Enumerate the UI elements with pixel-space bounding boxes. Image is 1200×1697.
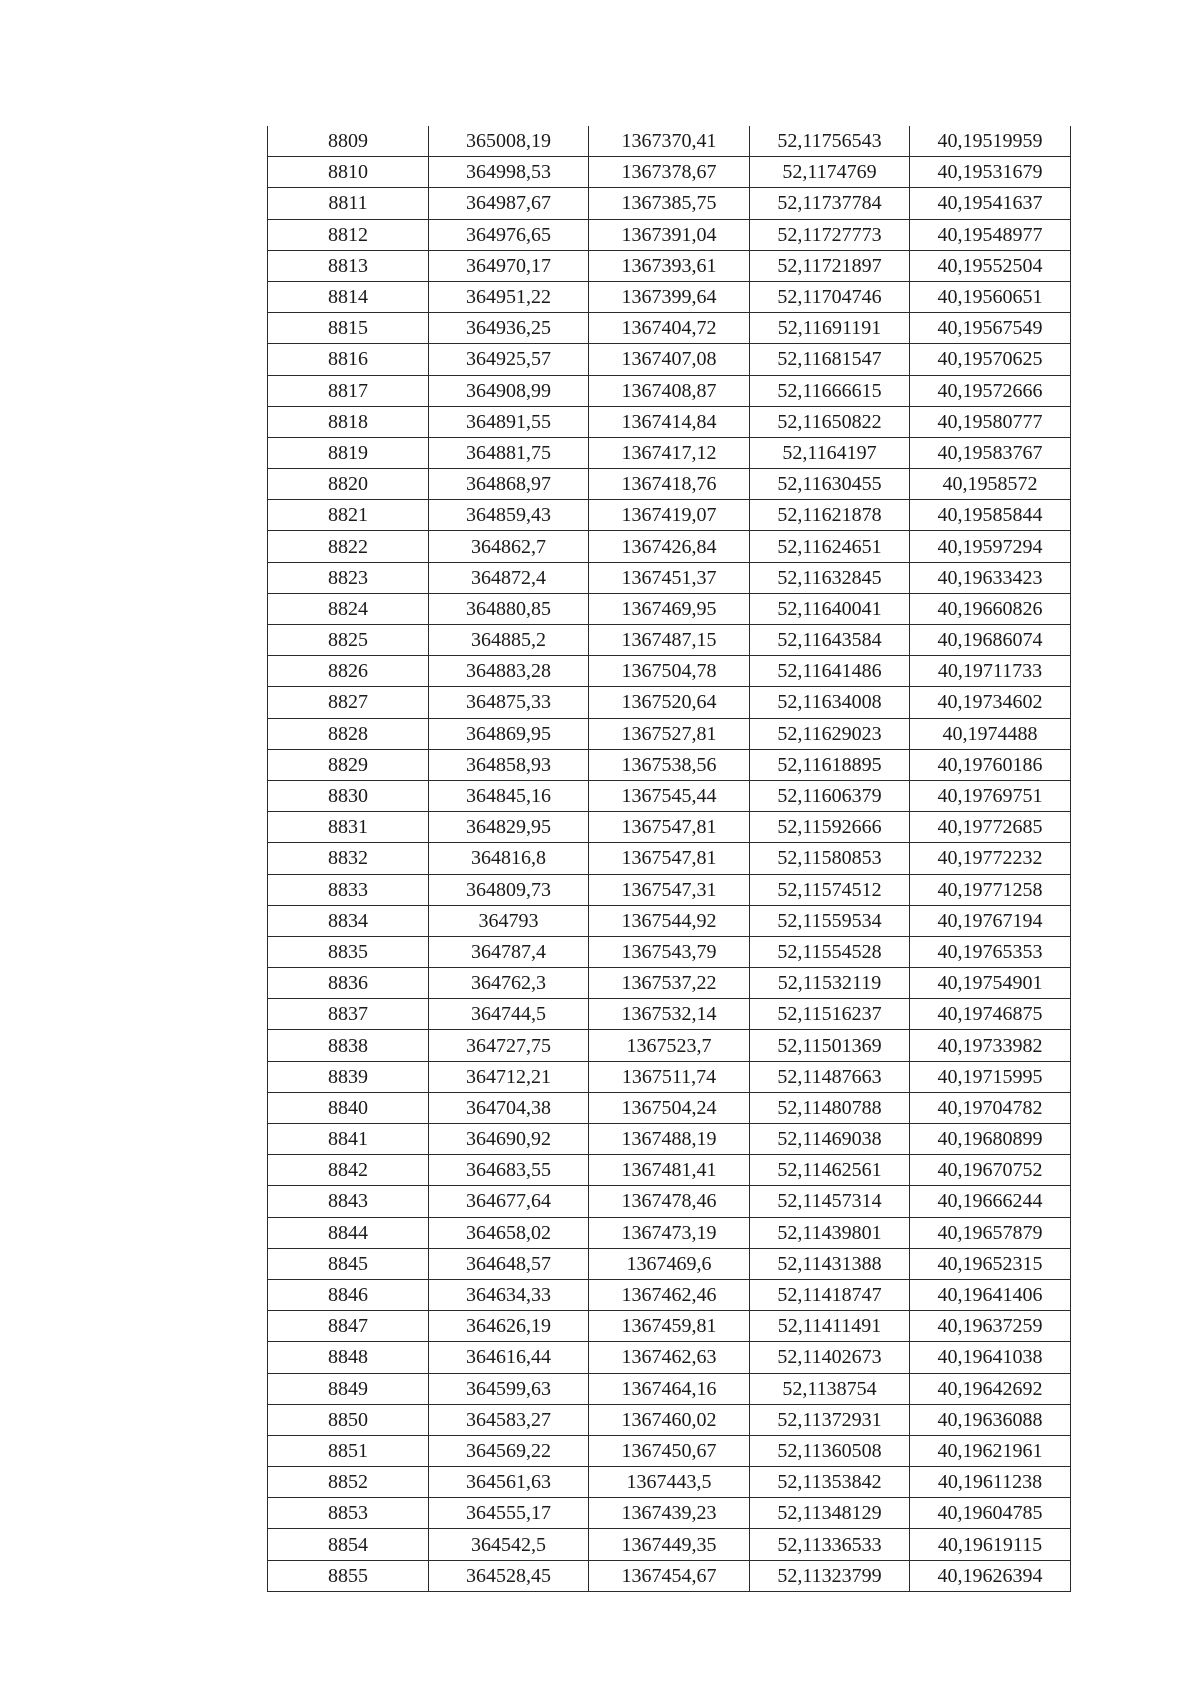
x-coordinate-cell: 364599,63 [429, 1373, 589, 1404]
point-number-cell: 8855 [268, 1560, 429, 1591]
longitude-cell: 40,19652315 [910, 1248, 1071, 1279]
x-coordinate-cell: 364925,57 [429, 344, 589, 375]
point-number-cell: 8839 [268, 1061, 429, 1092]
x-coordinate-cell: 364987,67 [429, 188, 589, 219]
x-coordinate-cell: 364868,97 [429, 469, 589, 500]
y-coordinate-cell: 1367537,22 [589, 968, 750, 999]
y-coordinate-cell: 1367478,46 [589, 1186, 750, 1217]
table-row [268, 1498, 1071, 1529]
latitude-cell: 52,11634008 [750, 687, 910, 718]
longitude-cell: 40,19767194 [910, 905, 1071, 936]
y-coordinate-cell: 1367547,31 [589, 874, 750, 905]
x-coordinate-cell: 364951,22 [429, 281, 589, 312]
table-row [268, 531, 1071, 562]
y-coordinate-cell: 1367408,87 [589, 375, 750, 406]
point-number-cell: 8834 [268, 905, 429, 936]
longitude-cell: 40,19670752 [910, 1155, 1071, 1186]
latitude-cell: 52,11643584 [750, 625, 910, 656]
x-coordinate-cell: 364976,65 [429, 219, 589, 250]
longitude-cell: 40,1958572 [910, 469, 1071, 500]
latitude-cell: 52,11721897 [750, 250, 910, 281]
x-coordinate-cell: 364712,21 [429, 1061, 589, 1092]
y-coordinate-cell: 1367393,61 [589, 250, 750, 281]
y-coordinate-cell: 1367460,02 [589, 1404, 750, 1435]
table-row [268, 126, 1071, 157]
point-number-cell: 8810 [268, 157, 429, 188]
point-number-cell: 8817 [268, 375, 429, 406]
point-number-cell: 8846 [268, 1279, 429, 1310]
table-row [268, 250, 1071, 281]
x-coordinate-cell: 364936,25 [429, 313, 589, 344]
longitude-cell: 40,19734602 [910, 687, 1071, 718]
longitude-cell: 40,19552504 [910, 250, 1071, 281]
y-coordinate-cell: 1367418,76 [589, 469, 750, 500]
point-number-cell: 8809 [268, 126, 429, 157]
y-coordinate-cell: 1367414,84 [589, 406, 750, 437]
point-number-cell: 8852 [268, 1467, 429, 1498]
longitude-cell: 40,19771258 [910, 874, 1071, 905]
point-number-cell: 8813 [268, 250, 429, 281]
longitude-cell: 40,19541637 [910, 188, 1071, 219]
latitude-cell: 52,11681547 [750, 344, 910, 375]
y-coordinate-cell: 1367439,23 [589, 1498, 750, 1529]
latitude-cell: 52,11462561 [750, 1155, 910, 1186]
x-coordinate-cell: 364542,5 [429, 1529, 589, 1560]
point-number-cell: 8842 [268, 1155, 429, 1186]
point-number-cell: 8823 [268, 562, 429, 593]
point-number-cell: 8854 [268, 1529, 429, 1560]
point-number-cell: 8837 [268, 999, 429, 1030]
x-coordinate-cell: 364727,75 [429, 1030, 589, 1061]
longitude-cell: 40,19772232 [910, 843, 1071, 874]
x-coordinate-cell: 364626,19 [429, 1311, 589, 1342]
y-coordinate-cell: 1367407,08 [589, 344, 750, 375]
point-number-cell: 8843 [268, 1186, 429, 1217]
latitude-cell: 52,1138754 [750, 1373, 910, 1404]
table-row [268, 812, 1071, 843]
y-coordinate-cell: 1367547,81 [589, 843, 750, 874]
y-coordinate-cell: 1367454,67 [589, 1560, 750, 1591]
point-number-cell: 8822 [268, 531, 429, 562]
y-coordinate-cell: 1367462,63 [589, 1342, 750, 1373]
latitude-cell: 52,11480788 [750, 1092, 910, 1123]
table-row [268, 718, 1071, 749]
point-number-cell: 8847 [268, 1311, 429, 1342]
point-number-cell: 8826 [268, 656, 429, 687]
latitude-cell: 52,11469038 [750, 1124, 910, 1155]
x-coordinate-cell: 364762,3 [429, 968, 589, 999]
point-number-cell: 8833 [268, 874, 429, 905]
latitude-cell: 52,11516237 [750, 999, 910, 1030]
y-coordinate-cell: 1367385,75 [589, 188, 750, 219]
y-coordinate-cell: 1367404,72 [589, 313, 750, 344]
x-coordinate-cell: 364891,55 [429, 406, 589, 437]
table-row [268, 344, 1071, 375]
longitude-cell: 40,19633423 [910, 562, 1071, 593]
latitude-cell: 52,11691191 [750, 313, 910, 344]
y-coordinate-cell: 1367399,64 [589, 281, 750, 312]
y-coordinate-cell: 1367504,24 [589, 1092, 750, 1123]
x-coordinate-cell: 364862,7 [429, 531, 589, 562]
latitude-cell: 52,11756543 [750, 126, 910, 157]
point-number-cell: 8811 [268, 188, 429, 219]
longitude-cell: 40,19585844 [910, 500, 1071, 531]
x-coordinate-cell: 364908,99 [429, 375, 589, 406]
x-coordinate-cell: 364528,45 [429, 1560, 589, 1591]
point-number-cell: 8840 [268, 1092, 429, 1123]
x-coordinate-cell: 364648,57 [429, 1248, 589, 1279]
point-number-cell: 8812 [268, 219, 429, 250]
x-coordinate-cell: 364704,38 [429, 1092, 589, 1123]
table-row [268, 1279, 1071, 1310]
table-row [268, 749, 1071, 780]
y-coordinate-cell: 1367527,81 [589, 718, 750, 749]
longitude-cell: 40,19657879 [910, 1217, 1071, 1248]
table-row [268, 1529, 1071, 1560]
x-coordinate-cell: 364793 [429, 905, 589, 936]
latitude-cell: 52,11501369 [750, 1030, 910, 1061]
x-coordinate-cell: 364880,85 [429, 593, 589, 624]
latitude-cell: 52,1164197 [750, 437, 910, 468]
longitude-cell: 40,19686074 [910, 625, 1071, 656]
longitude-cell: 40,19733982 [910, 1030, 1071, 1061]
longitude-cell: 40,19641406 [910, 1279, 1071, 1310]
longitude-cell: 40,19580777 [910, 406, 1071, 437]
latitude-cell: 52,11666615 [750, 375, 910, 406]
y-coordinate-cell: 1367462,46 [589, 1279, 750, 1310]
table-row [268, 406, 1071, 437]
table-row [268, 999, 1071, 1030]
point-number-cell: 8816 [268, 344, 429, 375]
longitude-cell: 40,19746875 [910, 999, 1071, 1030]
longitude-cell: 40,19570625 [910, 344, 1071, 375]
x-coordinate-cell: 364583,27 [429, 1404, 589, 1435]
latitude-cell: 52,11418747 [750, 1279, 910, 1310]
table-row [268, 1186, 1071, 1217]
longitude-cell: 40,19597294 [910, 531, 1071, 562]
table-row [268, 1124, 1071, 1155]
y-coordinate-cell: 1367417,12 [589, 437, 750, 468]
table-row [268, 1030, 1071, 1061]
table-row [268, 905, 1071, 936]
latitude-cell: 52,11559534 [750, 905, 910, 936]
table-row [268, 843, 1071, 874]
point-number-cell: 8850 [268, 1404, 429, 1435]
table-row [268, 313, 1071, 344]
point-number-cell: 8828 [268, 718, 429, 749]
longitude-cell: 40,19519959 [910, 126, 1071, 157]
latitude-cell: 52,11336533 [750, 1529, 910, 1560]
latitude-cell: 52,11353842 [750, 1467, 910, 1498]
latitude-cell: 52,11650822 [750, 406, 910, 437]
latitude-cell: 52,11360508 [750, 1435, 910, 1466]
latitude-cell: 52,11532119 [750, 968, 910, 999]
point-number-cell: 8818 [268, 406, 429, 437]
latitude-cell: 52,11372931 [750, 1404, 910, 1435]
longitude-cell: 40,19754901 [910, 968, 1071, 999]
point-number-cell: 8845 [268, 1248, 429, 1279]
point-number-cell: 8841 [268, 1124, 429, 1155]
y-coordinate-cell: 1367547,81 [589, 812, 750, 843]
y-coordinate-cell: 1367523,7 [589, 1030, 750, 1061]
longitude-cell: 40,19626394 [910, 1560, 1071, 1591]
latitude-cell: 52,11624651 [750, 531, 910, 562]
table-row [268, 219, 1071, 250]
point-number-cell: 8829 [268, 749, 429, 780]
table-row [268, 437, 1071, 468]
latitude-cell: 52,11629023 [750, 718, 910, 749]
table-row [268, 1435, 1071, 1466]
y-coordinate-cell: 1367449,35 [589, 1529, 750, 1560]
latitude-cell: 52,11630455 [750, 469, 910, 500]
x-coordinate-cell: 364569,22 [429, 1435, 589, 1466]
longitude-cell: 40,19604785 [910, 1498, 1071, 1529]
point-number-cell: 8835 [268, 936, 429, 967]
point-number-cell: 8853 [268, 1498, 429, 1529]
latitude-cell: 52,11704746 [750, 281, 910, 312]
coordinates-table [267, 126, 1071, 1592]
x-coordinate-cell: 364683,55 [429, 1155, 589, 1186]
x-coordinate-cell: 364858,93 [429, 749, 589, 780]
x-coordinate-cell: 364561,63 [429, 1467, 589, 1498]
table-row [268, 500, 1071, 531]
y-coordinate-cell: 1367391,04 [589, 219, 750, 250]
y-coordinate-cell: 1367538,56 [589, 749, 750, 780]
x-coordinate-cell: 364816,8 [429, 843, 589, 874]
latitude-cell: 52,11727773 [750, 219, 910, 250]
longitude-cell: 40,19642692 [910, 1373, 1071, 1404]
y-coordinate-cell: 1367451,37 [589, 562, 750, 593]
latitude-cell: 52,11606379 [750, 780, 910, 811]
longitude-cell: 40,19531679 [910, 157, 1071, 188]
y-coordinate-cell: 1367504,78 [589, 656, 750, 687]
x-coordinate-cell: 365008,19 [429, 126, 589, 157]
point-number-cell: 8851 [268, 1435, 429, 1466]
y-coordinate-cell: 1367459,81 [589, 1311, 750, 1342]
x-coordinate-cell: 364677,64 [429, 1186, 589, 1217]
latitude-cell: 52,11621878 [750, 500, 910, 531]
x-coordinate-cell: 364881,75 [429, 437, 589, 468]
x-coordinate-cell: 364869,95 [429, 718, 589, 749]
longitude-cell: 40,19711733 [910, 656, 1071, 687]
longitude-cell: 40,19583767 [910, 437, 1071, 468]
x-coordinate-cell: 364634,33 [429, 1279, 589, 1310]
point-number-cell: 8827 [268, 687, 429, 718]
x-coordinate-cell: 364875,33 [429, 687, 589, 718]
table-row [268, 1560, 1071, 1591]
longitude-cell: 40,19666244 [910, 1186, 1071, 1217]
x-coordinate-cell: 364970,17 [429, 250, 589, 281]
y-coordinate-cell: 1367532,14 [589, 999, 750, 1030]
latitude-cell: 52,11592666 [750, 812, 910, 843]
table-row [268, 780, 1071, 811]
table-row [268, 562, 1071, 593]
y-coordinate-cell: 1367464,16 [589, 1373, 750, 1404]
table-row [268, 1467, 1071, 1498]
point-number-cell: 8844 [268, 1217, 429, 1248]
table-row [268, 281, 1071, 312]
point-number-cell: 8814 [268, 281, 429, 312]
table-row [268, 1373, 1071, 1404]
longitude-cell: 40,19619115 [910, 1529, 1071, 1560]
longitude-cell: 40,19636088 [910, 1404, 1071, 1435]
longitude-cell: 40,19765353 [910, 936, 1071, 967]
x-coordinate-cell: 364998,53 [429, 157, 589, 188]
x-coordinate-cell: 364872,4 [429, 562, 589, 593]
y-coordinate-cell: 1367426,84 [589, 531, 750, 562]
x-coordinate-cell: 364829,95 [429, 812, 589, 843]
table-row [268, 1092, 1071, 1123]
y-coordinate-cell: 1367543,79 [589, 936, 750, 967]
y-coordinate-cell: 1367520,64 [589, 687, 750, 718]
latitude-cell: 52,11457314 [750, 1186, 910, 1217]
latitude-cell: 52,11348129 [750, 1498, 910, 1529]
point-number-cell: 8831 [268, 812, 429, 843]
longitude-cell: 40,19611238 [910, 1467, 1071, 1498]
latitude-cell: 52,11618895 [750, 749, 910, 780]
longitude-cell: 40,19704782 [910, 1092, 1071, 1123]
y-coordinate-cell: 1367370,41 [589, 126, 750, 157]
latitude-cell: 52,11632845 [750, 562, 910, 593]
table-row [268, 593, 1071, 624]
x-coordinate-cell: 364885,2 [429, 625, 589, 656]
table-row [268, 1404, 1071, 1435]
table-row [268, 1155, 1071, 1186]
y-coordinate-cell: 1367419,07 [589, 500, 750, 531]
point-number-cell: 8819 [268, 437, 429, 468]
latitude-cell: 52,11411491 [750, 1311, 910, 1342]
y-coordinate-cell: 1367481,41 [589, 1155, 750, 1186]
x-coordinate-cell: 364787,4 [429, 936, 589, 967]
x-coordinate-cell: 364859,43 [429, 500, 589, 531]
latitude-cell: 52,11487663 [750, 1061, 910, 1092]
table-row [268, 874, 1071, 905]
latitude-cell: 52,11431388 [750, 1248, 910, 1279]
table-row [268, 656, 1071, 687]
y-coordinate-cell: 1367488,19 [589, 1124, 750, 1155]
x-coordinate-cell: 364809,73 [429, 874, 589, 905]
point-number-cell: 8849 [268, 1373, 429, 1404]
longitude-cell: 40,19621961 [910, 1435, 1071, 1466]
table-row [268, 625, 1071, 656]
latitude-cell: 52,11574512 [750, 874, 910, 905]
y-coordinate-cell: 1367473,19 [589, 1217, 750, 1248]
point-number-cell: 8824 [268, 593, 429, 624]
point-number-cell: 8848 [268, 1342, 429, 1373]
table-row [268, 188, 1071, 219]
table-row [268, 469, 1071, 500]
latitude-cell: 52,11402673 [750, 1342, 910, 1373]
longitude-cell: 40,19572666 [910, 375, 1071, 406]
x-coordinate-cell: 364845,16 [429, 780, 589, 811]
point-number-cell: 8821 [268, 500, 429, 531]
y-coordinate-cell: 1367545,44 [589, 780, 750, 811]
point-number-cell: 8815 [268, 313, 429, 344]
y-coordinate-cell: 1367487,15 [589, 625, 750, 656]
table-row [268, 1061, 1071, 1092]
table-row [268, 1248, 1071, 1279]
x-coordinate-cell: 364883,28 [429, 656, 589, 687]
longitude-cell: 40,19715995 [910, 1061, 1071, 1092]
y-coordinate-cell: 1367469,6 [589, 1248, 750, 1279]
table-row [268, 968, 1071, 999]
x-coordinate-cell: 364555,17 [429, 1498, 589, 1529]
point-number-cell: 8838 [268, 1030, 429, 1061]
y-coordinate-cell: 1367378,67 [589, 157, 750, 188]
point-number-cell: 8825 [268, 625, 429, 656]
longitude-cell: 40,19760186 [910, 749, 1071, 780]
table-row [268, 375, 1071, 406]
table-row [268, 157, 1071, 188]
point-number-cell: 8836 [268, 968, 429, 999]
y-coordinate-cell: 1367469,95 [589, 593, 750, 624]
x-coordinate-cell: 364658,02 [429, 1217, 589, 1248]
latitude-cell: 52,11323799 [750, 1560, 910, 1591]
y-coordinate-cell: 1367511,74 [589, 1061, 750, 1092]
table-row [268, 1217, 1071, 1248]
table-row [268, 1342, 1071, 1373]
table-row [268, 936, 1071, 967]
latitude-cell: 52,11580853 [750, 843, 910, 874]
latitude-cell: 52,11737784 [750, 188, 910, 219]
longitude-cell: 40,19769751 [910, 780, 1071, 811]
table-row [268, 687, 1071, 718]
longitude-cell: 40,19660826 [910, 593, 1071, 624]
latitude-cell: 52,11554528 [750, 936, 910, 967]
longitude-cell: 40,19560651 [910, 281, 1071, 312]
longitude-cell: 40,19548977 [910, 219, 1071, 250]
latitude-cell: 52,11641486 [750, 656, 910, 687]
longitude-cell: 40,19641038 [910, 1342, 1071, 1373]
point-number-cell: 8830 [268, 780, 429, 811]
longitude-cell: 40,19680899 [910, 1124, 1071, 1155]
latitude-cell: 52,11640041 [750, 593, 910, 624]
x-coordinate-cell: 364690,92 [429, 1124, 589, 1155]
point-number-cell: 8832 [268, 843, 429, 874]
longitude-cell: 40,19772685 [910, 812, 1071, 843]
point-number-cell: 8820 [268, 469, 429, 500]
longitude-cell: 40,1974488 [910, 718, 1071, 749]
y-coordinate-cell: 1367544,92 [589, 905, 750, 936]
longitude-cell: 40,19567549 [910, 313, 1071, 344]
coordinates-table-body [268, 126, 1071, 1591]
y-coordinate-cell: 1367443,5 [589, 1467, 750, 1498]
table-row [268, 1311, 1071, 1342]
x-coordinate-cell: 364616,44 [429, 1342, 589, 1373]
y-coordinate-cell: 1367450,67 [589, 1435, 750, 1466]
latitude-cell: 52,11439801 [750, 1217, 910, 1248]
latitude-cell: 52,1174769 [750, 157, 910, 188]
x-coordinate-cell: 364744,5 [429, 999, 589, 1030]
longitude-cell: 40,19637259 [910, 1311, 1071, 1342]
